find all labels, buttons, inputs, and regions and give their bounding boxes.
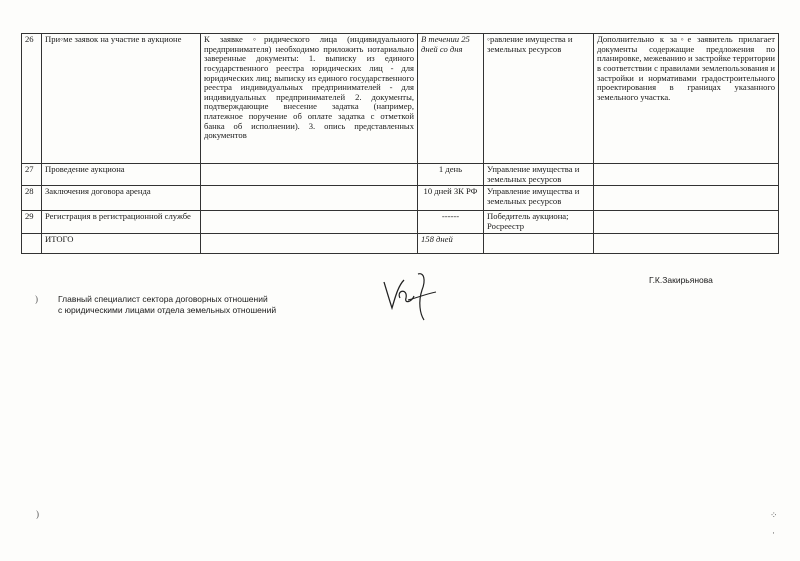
row-number: 27 (22, 164, 42, 186)
total-row (22, 234, 779, 254)
stage-cell: Заключения договора аренда (42, 186, 201, 211)
note-cell (594, 164, 779, 186)
total-label: ИТОГО (42, 234, 201, 254)
responsible-cell: Победитель аукциона; Росреестр (484, 211, 594, 234)
documents-cell: К заявке ◦ридического лица (индивидуального предпринимателя) необходимо приложить нотариально заверенные документы: 1. выписку из единого государственного реестра юридических лиц - для юридических лиц; выписку из единого государственного реестра индивидуальных предпринимателей - для индивидуальных предпринимателей 2. документы, подтверждающие внесение задатка (например, платежное поручение об оплате задатка с отметкой банка об исполнении). 3. опись представленных документов (201, 34, 418, 164)
documents-cell (201, 164, 418, 186)
table-row (22, 164, 779, 186)
margin-mark: ) (35, 294, 38, 304)
row-number: 26 (22, 34, 42, 164)
total-term: 158 дней (418, 234, 484, 254)
responsible-cell (484, 234, 594, 254)
term-cell: В течении 25 дней со дня (418, 34, 484, 164)
signer-name: Г.К.Закирьянова (649, 275, 713, 285)
stage-cell: При◦ме заявок на участие в аукционе (42, 34, 201, 164)
row-number: 29 (22, 211, 42, 234)
term-cell: 10 дней ЗК РФ (418, 186, 484, 211)
margin-mark: · (772, 528, 775, 538)
note-cell (594, 186, 779, 211)
handwritten-signature (378, 268, 440, 324)
responsible-cell: ◦равление имущества и земельных ресурсов (484, 34, 594, 164)
procedure-table (21, 33, 779, 254)
note-cell (594, 211, 779, 234)
documents-cell (201, 234, 418, 254)
term-cell: ------ (418, 211, 484, 234)
signer-position-line2: с юридическими лицами отдела земельных отношений (58, 305, 277, 316)
term-cell: 1 день (418, 164, 484, 186)
signer-block (58, 294, 276, 317)
row-number (22, 234, 42, 254)
margin-mark: ⁘ (770, 510, 778, 520)
signer-position-line1: Главный специалист сектора договорных отношений (58, 294, 268, 304)
table-row (22, 186, 779, 211)
table-row (22, 211, 779, 234)
documents-cell (201, 211, 418, 234)
note-cell: Дополнительно к за◦е заявитель прилагает документы содержащие предложения по планировке, межеванию и застройке территории в соответствии с правилами землепользования и застройки и нормативами градостроительного проектирования в границах указанного земельного участка. (594, 34, 779, 164)
responsible-cell: Управление имущества и земельных ресурсов (484, 186, 594, 211)
note-cell (594, 234, 779, 254)
margin-mark: ) (36, 509, 39, 519)
responsible-cell: Управление имущества и земельных ресурсов (484, 164, 594, 186)
stage-cell: Проведение аукциона (42, 164, 201, 186)
documents-cell (201, 186, 418, 211)
table-row (22, 34, 779, 164)
stage-cell: Регистрация в регистрационной службе (42, 211, 201, 234)
row-number: 28 (22, 186, 42, 211)
